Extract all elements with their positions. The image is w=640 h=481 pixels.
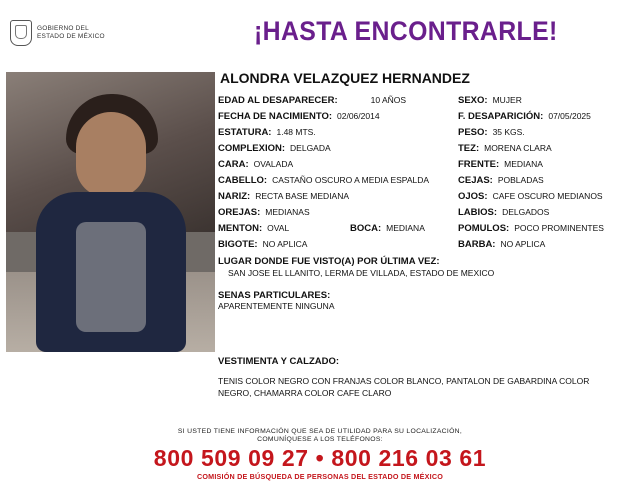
contact-phones: 800 509 09 27 • 800 216 03 61 (153, 445, 487, 471)
agency-name: COMISIÓN DE BÚSQUEDA DE PERSONAS DEL ESTADO DE MÉXICO (196, 472, 444, 481)
field-estatura: ESTATURA: 1.48 MTS. (218, 127, 316, 138)
field-labios: LABIOS: DELGADOS (458, 207, 550, 218)
field-orejas: OREJAS: MEDIANAS (218, 207, 310, 218)
field-sexo: SEXO: MUJER (458, 95, 522, 106)
field-bigote: BIGOTE: NO APLICA (218, 239, 308, 250)
person-name: ALONDRA VELAZQUEZ HERNANDEZ (220, 70, 470, 86)
field-tez: TEZ: MORENA CLARA (458, 143, 552, 154)
field-nariz: NARIZ: RECTA BASE MEDIANA (218, 191, 350, 202)
clothing-label: VESTIMENTA Y CALZADO: (218, 356, 340, 367)
field-pomulos: POMULOS: POCO PROMINENTES (458, 223, 604, 234)
government-logo (10, 18, 130, 48)
field-complexion: COMPLEXION: DELGADA (218, 143, 331, 154)
field-cejas: CEJAS: POBLADAS (458, 175, 544, 186)
info-line-2: COMUNÍQUESE A LOS TELÉFONOS: (257, 436, 383, 443)
field-nacimiento: FECHA DE NACIMIENTO: 02/06/2014 (218, 111, 380, 122)
clothing-value: TENIS COLOR NEGRO CON FRANJAS COLOR BLANCO, PANTALON DE GABARDINA COLOR NEGRO, CHAMARRA COLOR CAFE CLARO (218, 376, 590, 398)
field-barba: BARBA: NO APLICA (458, 239, 546, 250)
field-menton: MENTON: OVAL (218, 223, 290, 234)
field-boca: BOCA: MEDIANA (350, 223, 425, 234)
state-seal-icon (10, 20, 32, 46)
last-seen-value: SAN JOSE EL LLANITO, LERMA DE VILLADA, ESTADO DE MEXICO (228, 268, 495, 278)
missing-person-photo (6, 72, 215, 352)
field-peso: PESO: 35 KGS. (458, 127, 525, 138)
marks-label: SENAS PARTICULARES: (218, 290, 331, 301)
field-frente: FRENTE: MEDIANA (458, 159, 543, 170)
marks-value: APARENTEMENTE NINGUNA (218, 301, 335, 311)
field-edad: EDAD AL DESAPARECER: 10 AÑOS (218, 95, 407, 106)
field-desaparicion: F. DESAPARICIÓN: 07/05/2025 (458, 111, 591, 122)
field-cabello: CABELLO: CASTAÑO OSCURO A MEDIA ESPALDA (218, 175, 430, 186)
field-cara: CARA: OVALADA (218, 159, 294, 170)
logo-text: GOBIERNO DEL ESTADO DE MÉXICO (37, 25, 105, 40)
field-ojos: OJOS: CAFE OSCURO MEDIANOS (458, 191, 603, 202)
headline-banner: ¡HASTA ENCONTRARLE! (254, 16, 558, 46)
info-line-1: SI USTED TIENE INFORMACIÓN QUE SEA DE UTILIDAD PARA SU LOCALIZACIÓN, (177, 428, 463, 435)
last-seen-label: LUGAR DONDE FUE VISTO(A) POR ÚLTIMA VEZ: (218, 256, 440, 267)
